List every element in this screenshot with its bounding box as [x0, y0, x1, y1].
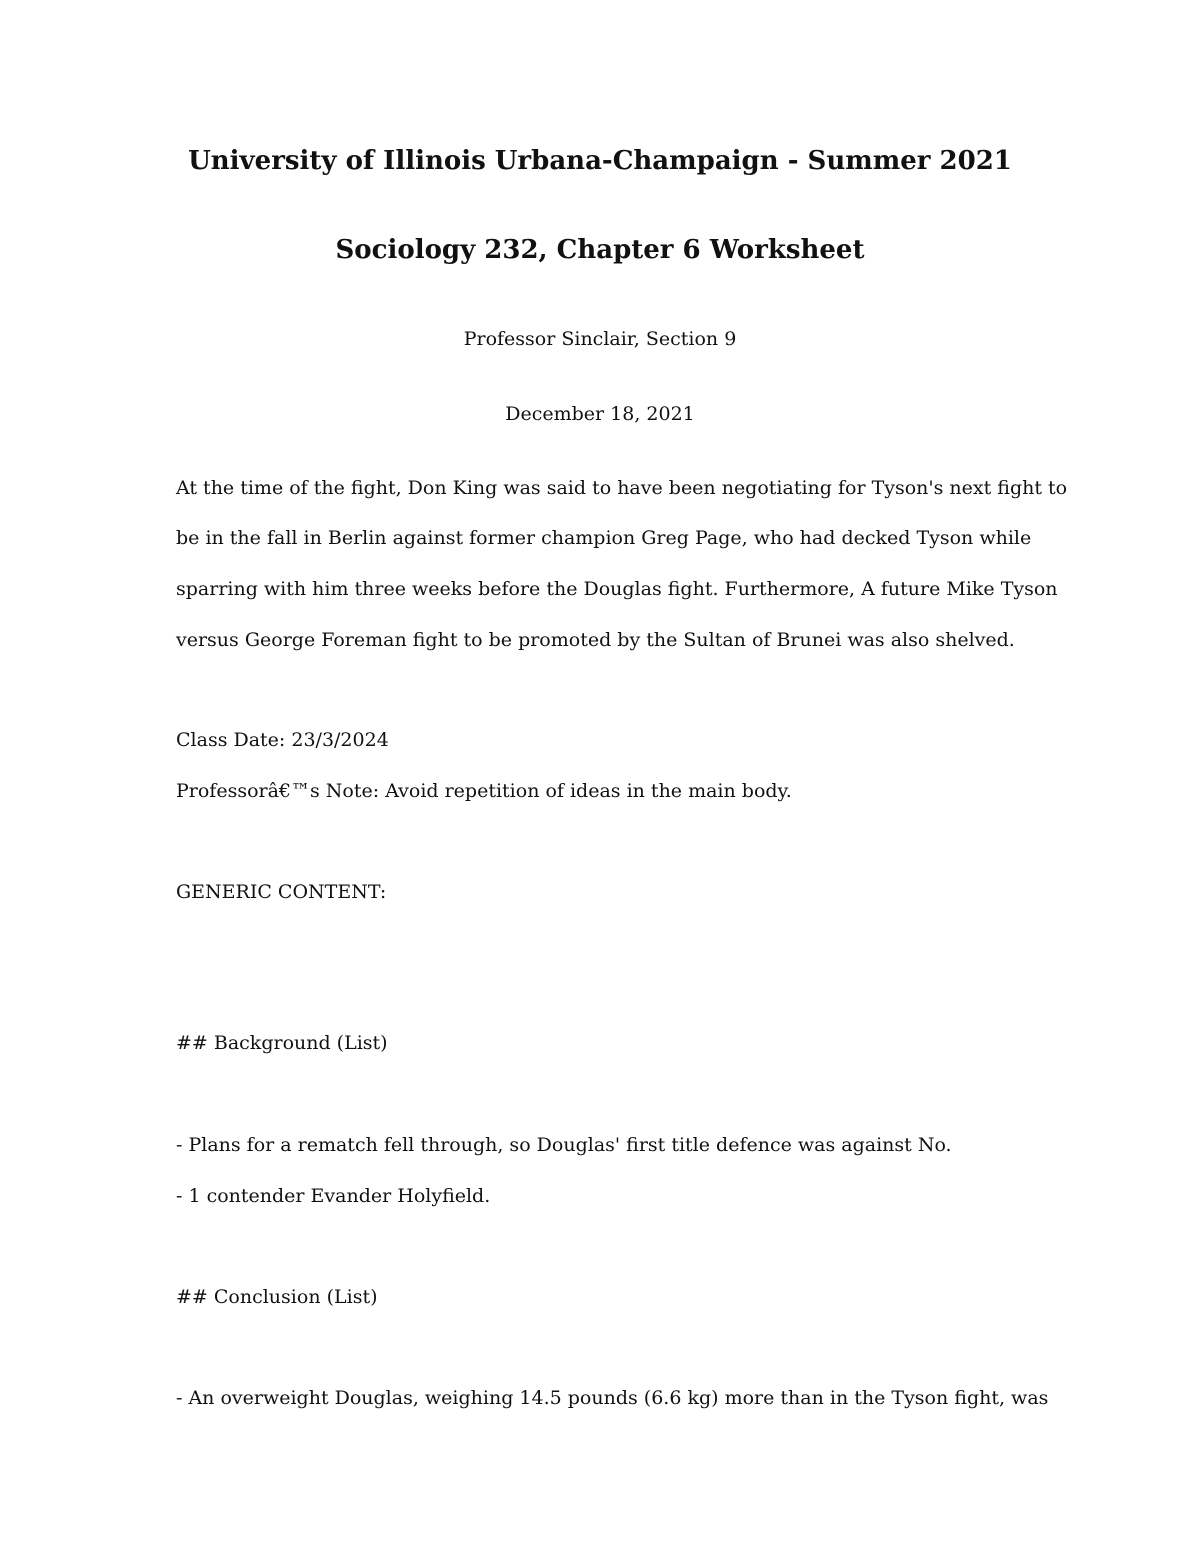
university-title: University of Illinois Urbana-Champaign - Summer 2021	[188, 146, 1012, 176]
paragraph-line: sparring with him three weeks before the Douglas fight. Furthermore, A future Mike Tyson	[176, 578, 1058, 600]
course-title: Sociology 232, Chapter 6 Worksheet	[335, 235, 865, 265]
generic-content-label: GENERIC CONTENT:	[176, 881, 387, 903]
background-heading: ## Background (List)	[176, 1032, 388, 1054]
document-date: December 18, 2021	[505, 403, 695, 425]
list-item: - 1 contender Evander Holyfield.	[176, 1185, 491, 1207]
list-item: - An overweight Douglas, weighing 14.5 pounds (6.6 kg) more than in the Tyson fight, was	[176, 1387, 1049, 1409]
paragraph-line: be in the fall in Berlin against former champion Greg Page, who had decked Tyson while	[176, 527, 1032, 549]
paragraph-line: versus George Foreman fight to be promoted by the Sultan of Brunei was also shelved.	[176, 629, 1015, 651]
paragraph-line: At the time of the fight, Don King was said to have been negotiating for Tyson's next fight to	[176, 477, 1068, 499]
conclusion-heading: ## Conclusion (List)	[176, 1286, 378, 1308]
list-item: - Plans for a rematch fell through, so Douglas' first title defence was against No.	[176, 1134, 952, 1156]
class-date: Class Date: 23/3/2024	[176, 729, 389, 751]
professor-section: Professor Sinclair, Section 9	[463, 328, 737, 350]
professor-note: Professorâ€™s Note: Avoid repetition of ideas in the main body.	[176, 780, 792, 802]
